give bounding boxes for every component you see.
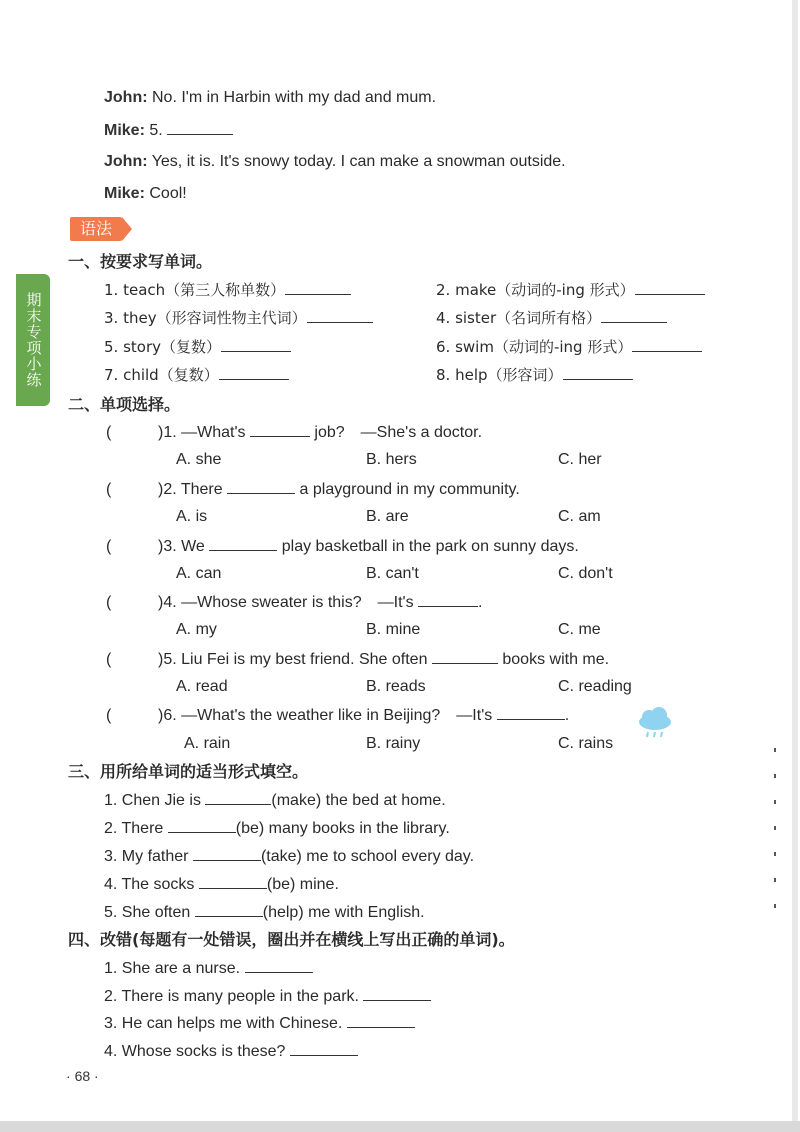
correction-item <box>104 1041 358 1062</box>
answer-blank[interactable] <box>307 308 373 323</box>
dialogue-line-3 <box>104 152 566 172</box>
question-text: )3. We <box>158 538 205 555</box>
option-c[interactable]: C. am <box>558 508 601 525</box>
question-text: )1. —What's <box>158 424 246 441</box>
option-c[interactable]: C. me <box>558 621 601 638</box>
option-a[interactable]: A. rain <box>184 735 231 752</box>
option-a[interactable]: A. she <box>176 451 222 468</box>
mc-question <box>106 536 579 557</box>
speaker: John: <box>104 89 148 106</box>
word-item <box>436 308 667 328</box>
dialogue-line-1 <box>104 88 436 108</box>
question-text: . <box>564 707 570 724</box>
speaker: John: <box>104 153 148 170</box>
option-a[interactable]: A. is <box>176 508 208 525</box>
mc-question <box>106 422 482 443</box>
scan-edge <box>0 1121 800 1132</box>
dialogue-text: 5. <box>149 122 163 139</box>
mc-question <box>106 479 520 500</box>
answer-paren[interactable]: ( <box>106 538 112 555</box>
page-number-text: 68 <box>74 1068 91 1084</box>
option-c[interactable]: C. don't <box>558 565 613 582</box>
question-text: a playground in my community. <box>299 481 520 498</box>
answer-blank[interactable] <box>290 1041 358 1056</box>
answer-blank[interactable] <box>245 958 313 973</box>
correction-sentence: 2. There is many people in the park. <box>104 988 359 1005</box>
word-item <box>104 280 351 300</box>
fill-prefix: 1. Chen Jie is <box>104 792 201 809</box>
grammar-tag: 语法 <box>70 217 122 241</box>
answer-blank[interactable] <box>195 902 263 917</box>
word-prompt: 7. child（复数） <box>104 366 219 384</box>
fill-item <box>104 846 474 867</box>
mc-question <box>106 705 569 726</box>
fill-suffix: (be) many books in the library. <box>235 820 450 837</box>
option-b[interactable]: B. rainy <box>366 735 421 752</box>
answer-paren[interactable]: ( <box>106 594 112 611</box>
answer-blank <box>250 422 310 437</box>
word-item <box>104 365 289 385</box>
fill-item <box>104 874 339 895</box>
option-b[interactable]: B. reads <box>366 678 426 695</box>
fill-suffix: (help) me with English. <box>262 904 425 921</box>
answer-blank <box>418 592 478 607</box>
rain-cloud-icon <box>636 706 674 746</box>
option-a[interactable]: A. my <box>176 621 217 638</box>
answer-blank[interactable] <box>167 120 233 135</box>
option-b[interactable]: B. are <box>366 508 409 525</box>
answer-paren[interactable]: ( <box>106 707 112 724</box>
question-text: . <box>478 594 483 611</box>
question-text: )2. There <box>158 481 223 498</box>
answer-blank[interactable] <box>205 790 271 805</box>
answer-paren[interactable]: ( <box>106 651 112 668</box>
option-c[interactable]: C. reading <box>558 678 632 695</box>
word-prompt: 8. help（形容词） <box>436 366 563 384</box>
answer-blank[interactable] <box>601 308 667 323</box>
answer-blank[interactable] <box>285 280 351 295</box>
correction-sentence: 4. Whose socks is these? <box>104 1043 286 1060</box>
answer-paren[interactable]: ( <box>106 481 112 498</box>
option-b[interactable]: B. mine <box>366 621 421 638</box>
mc-question <box>106 649 609 670</box>
answer-blank[interactable] <box>168 818 236 833</box>
word-item <box>104 337 291 357</box>
option-a[interactable]: A. can <box>176 565 222 582</box>
answer-blank[interactable] <box>347 1013 415 1028</box>
section-3-title: 三、用所给单词的适当形式填空。 <box>68 762 309 781</box>
word-prompt: 3. they（形容词性物主代词） <box>104 309 307 327</box>
answer-blank[interactable] <box>221 337 291 352</box>
word-item <box>104 308 373 328</box>
answer-blank <box>432 649 498 664</box>
answer-blank[interactable] <box>635 280 705 295</box>
option-b[interactable]: B. can't <box>366 565 419 582</box>
answer-blank <box>497 705 565 720</box>
correction-sentence: 3. He can helps me with Chinese. <box>104 1015 343 1032</box>
option-a[interactable]: A. read <box>176 678 228 695</box>
dialogue-text: Yes, it is. It's snowy today. I can make a snowman outside. <box>151 153 566 170</box>
question-text: play basketball in the park on sunny days. <box>281 538 579 555</box>
fill-suffix: (make) the bed at home. <box>271 792 446 809</box>
fill-prefix: 2. There <box>104 820 164 837</box>
word-item <box>436 337 702 357</box>
answer-blank[interactable] <box>632 337 702 352</box>
dialogue-text: No. I'm in Harbin with my dad and mum. <box>152 89 437 106</box>
question-text: books with me. <box>502 651 610 668</box>
word-prompt: 1. teach（第三人称单数） <box>104 281 286 299</box>
side-tab-final-practice: 期末专项小练 <box>16 274 50 406</box>
question-text: job? —She's a doctor. <box>314 424 483 441</box>
word-item <box>436 280 705 300</box>
fill-prefix: 3. My father <box>104 848 189 865</box>
fill-item <box>104 818 450 839</box>
section-4-title: 四、改错(每题有一处错误，圈出并在横线上写出正确的单词)。 <box>68 930 515 949</box>
answer-blank[interactable] <box>199 874 267 889</box>
fill-prefix: 4. The socks <box>104 876 195 893</box>
correction-item <box>104 986 431 1007</box>
dialogue-line-4 <box>104 184 187 204</box>
fill-suffix: (take) me to school every day. <box>260 848 475 865</box>
answer-blank <box>227 479 295 494</box>
answer-blank <box>209 536 277 551</box>
question-text: )6. —What's the weather like in Beijing? —It's <box>158 707 493 724</box>
question-text: )4. —Whose sweater is this? —It's <box>158 594 414 611</box>
answer-paren[interactable]: ( <box>106 424 112 441</box>
fill-item <box>104 902 425 923</box>
speaker: Mike: <box>104 185 145 202</box>
answer-blank[interactable] <box>193 846 261 861</box>
word-prompt: 2. make（动词的-ing 形式） <box>436 281 635 299</box>
option-c[interactable]: C. rains <box>558 735 614 752</box>
speaker: Mike: <box>104 122 145 139</box>
option-c[interactable]: C. her <box>558 451 602 468</box>
answer-blank[interactable] <box>363 986 431 1001</box>
fill-suffix: (be) mine. <box>266 876 339 893</box>
mc-question <box>106 592 482 613</box>
word-prompt: 4. sister（名词所有格） <box>436 309 602 327</box>
dialogue-line-2 <box>104 120 233 141</box>
fill-item <box>104 790 446 811</box>
answer-blank[interactable] <box>563 365 633 380</box>
correction-item <box>104 958 313 979</box>
page-number <box>66 1068 99 1084</box>
correction-sentence: 1. She are a nurse. <box>104 960 241 977</box>
word-prompt: 5. story（复数） <box>104 338 221 356</box>
section-1-title: 一、按要求写单词。 <box>68 252 213 271</box>
fill-prefix: 5. She often <box>104 904 191 921</box>
question-text: )5. Liu Fei is my best friend. She often <box>158 651 428 668</box>
word-prompt: 6. swim（动词的-ing 形式） <box>436 338 633 356</box>
correction-item <box>104 1013 415 1034</box>
page-dot: · <box>66 1068 71 1084</box>
option-b[interactable]: B. hers <box>366 451 417 468</box>
binding-dots <box>774 748 778 930</box>
page-dot: · <box>94 1068 99 1084</box>
answer-blank[interactable] <box>219 365 289 380</box>
word-item <box>436 365 633 385</box>
section-2-title: 二、单项选择。 <box>68 395 181 414</box>
dialogue-text: Cool! <box>149 185 187 202</box>
